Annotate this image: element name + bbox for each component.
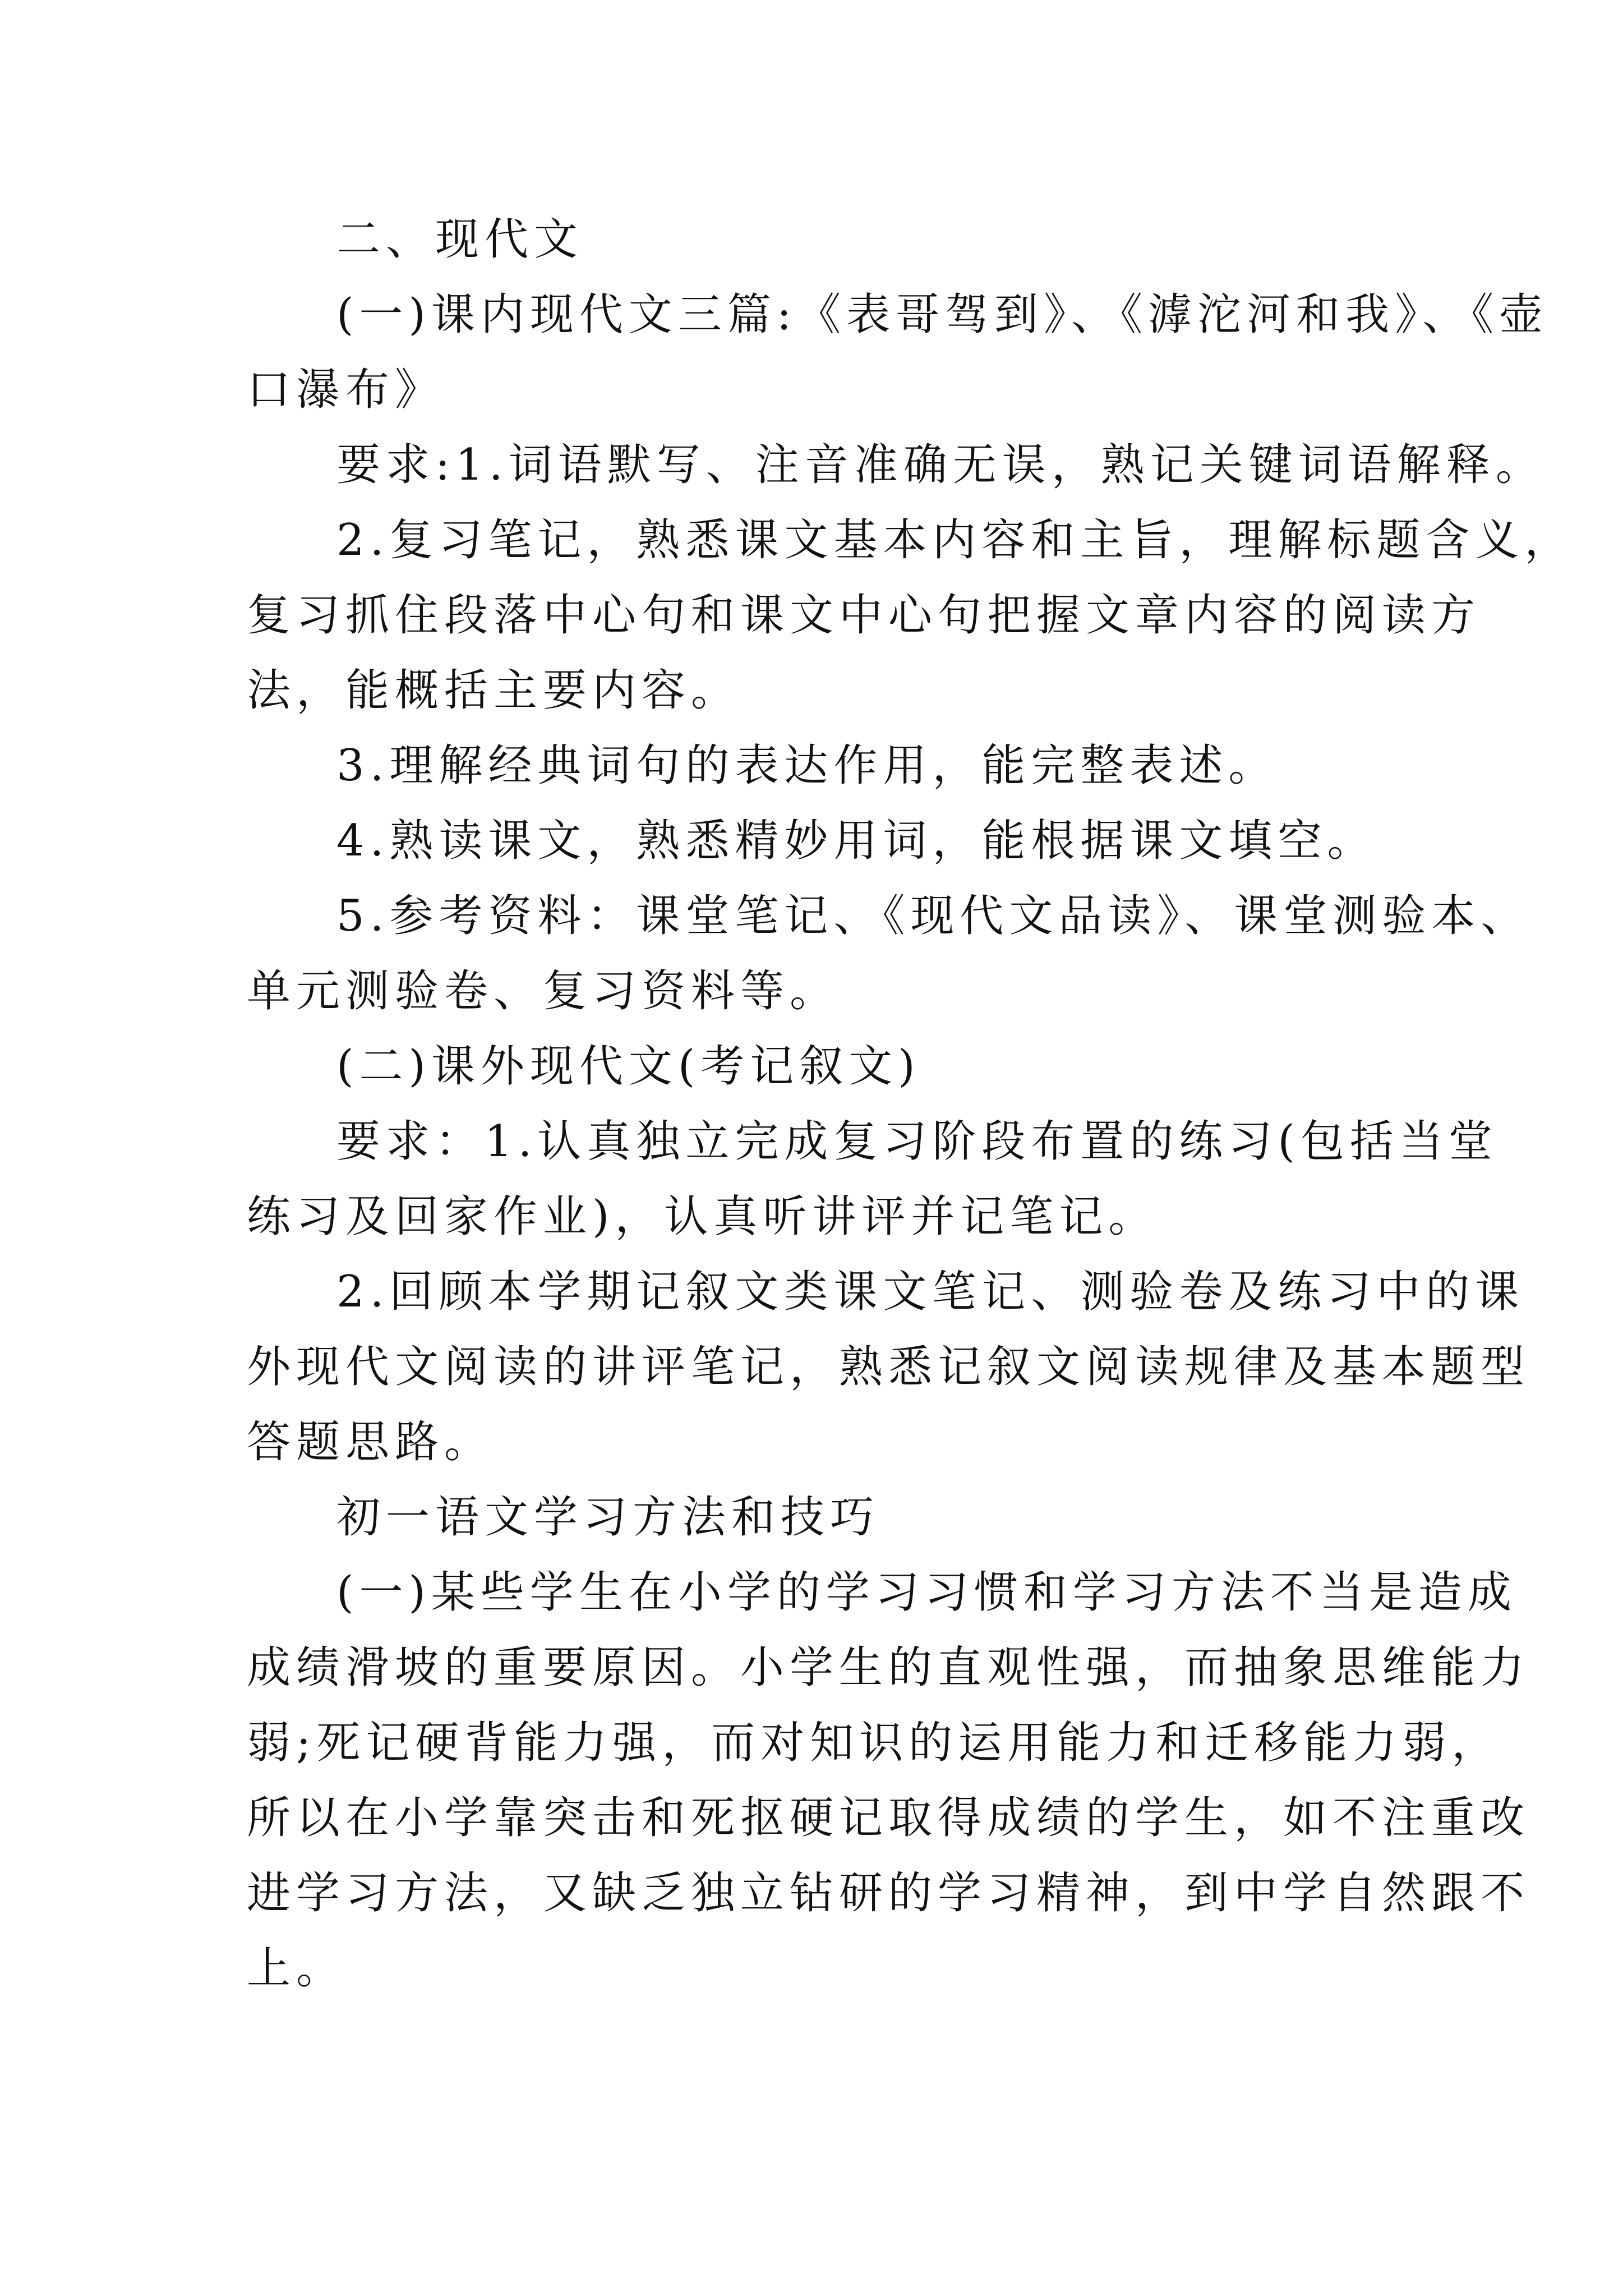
text-line: 要求：1.认真独立完成复习阶段布置的练习(包括当堂 — [336, 1116, 1498, 1167]
text-line: 复习抓住段落中心句和课文中心句把握文章内容的阅读方 — [247, 590, 1481, 641]
text-line: 4.熟读课文，熟悉精妙用词，能根据课文填空。 — [336, 816, 1377, 866]
text-line: 2.回顾本学期记叙文类课文笔记、测验卷及练习中的课 — [336, 1267, 1525, 1317]
text-line: 法，能概括主要内容。 — [247, 665, 741, 716]
text-line: 练习及回家作业)，认真听讲评并记笔记。 — [247, 1191, 1158, 1242]
text-line: 成绩滑坡的重要原因。小学生的直观性强，而抽象思维能力 — [247, 1642, 1530, 1693]
text-line: 所以在小学靠突击和死抠硬记取得成绩的学生，如不注重改 — [247, 1793, 1530, 1843]
text-line: 答题思路。 — [247, 1417, 494, 1467]
text-line: (一)某些学生在小学的学习习惯和学习方法不当是造成 — [336, 1567, 1517, 1618]
text-line: 弱;死记硬背能力强，而对知识的运用能力和迁移能力弱， — [247, 1718, 1501, 1768]
text-line: 外现代文阅读的讲评笔记，熟悉记叙文阅读规律及基本题型 — [247, 1342, 1530, 1392]
text-line: 上。 — [247, 1943, 346, 1994]
text-line: 2.复习笔记，熟悉课文基本内容和主旨，理解标题含义， — [336, 515, 1574, 565]
text-line: 要求:1.词语默写、注音准确无误，熟记关键词语解释。 — [336, 440, 1545, 490]
text-line: (一)课内现代文三篇:《表哥驾到》、《滹沱河和我》、《壶 — [336, 289, 1549, 340]
text-line: 5.参考资料：课堂笔记、《现代文品读》、课堂测验本、 — [336, 891, 1530, 941]
text-line: 3.理解经典词句的表达作用，能完整表述。 — [336, 740, 1278, 791]
section-heading-learning-methods: 初一语文学习方法和技巧 — [336, 1492, 880, 1543]
text-line: 口瀑布》 — [247, 365, 445, 415]
text-line: 进学习方法，又缺乏独立钻研的学习精神，到中学自然跟不 — [247, 1868, 1530, 1918]
text-line: (二)课外现代文(考记叙文) — [336, 1041, 921, 1092]
section-heading-modern-text: 二、现代文 — [336, 214, 584, 265]
text-line: 单元测验卷、复习资料等。 — [247, 966, 840, 1016]
